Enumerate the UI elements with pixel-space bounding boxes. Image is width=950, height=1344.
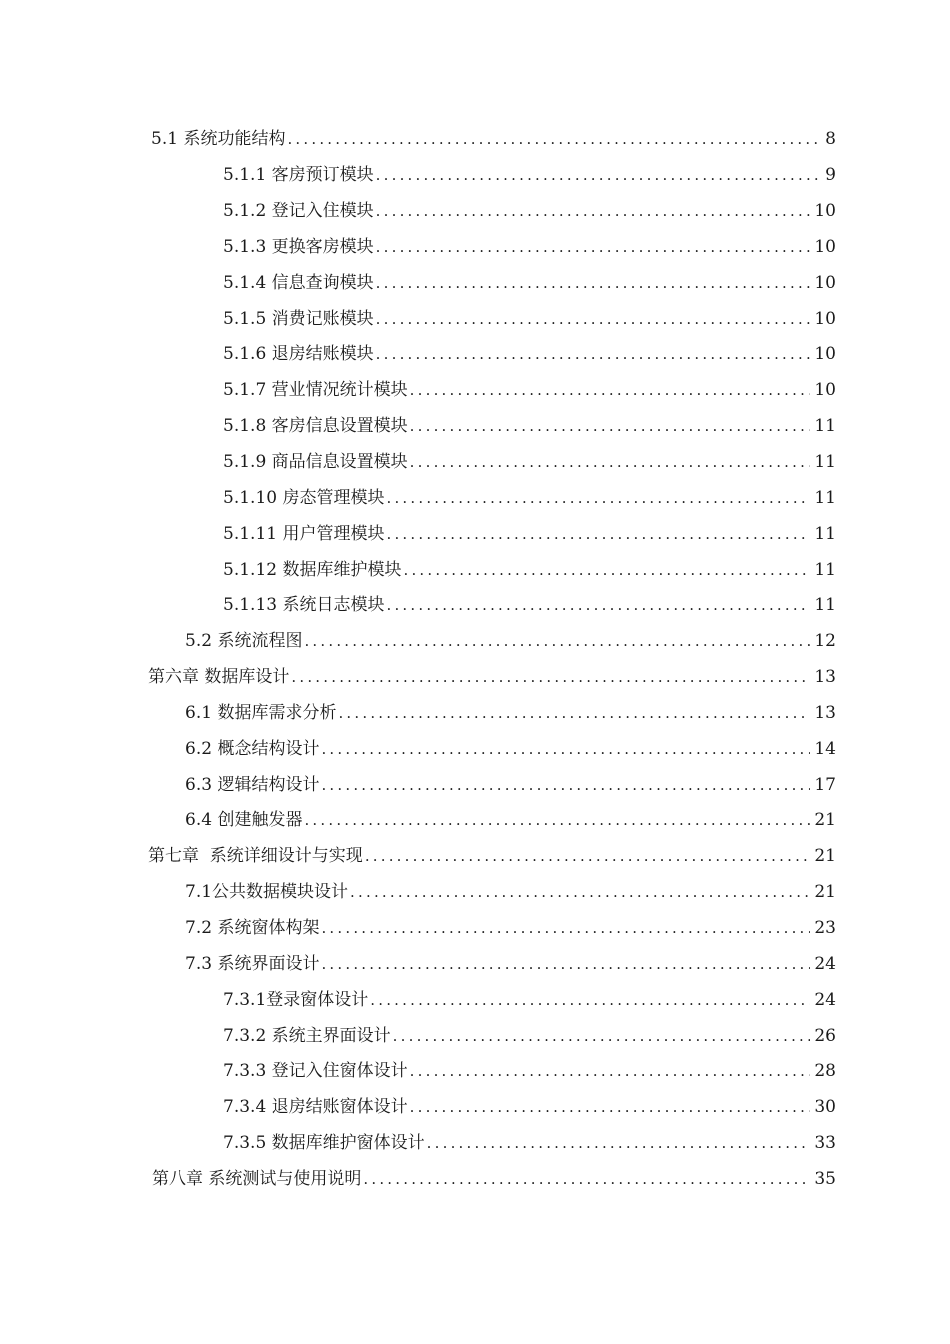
- toc-page-number: 28: [814, 1061, 836, 1082]
- toc-entry-title: 6.2 概念结构设计: [185, 738, 320, 759]
- toc-page-number: 35: [814, 1168, 836, 1189]
- toc-entry[interactable]: [185, 767, 836, 803]
- toc-entry-title: 5.1.1 客房预订模块: [223, 165, 374, 186]
- dot-leader: [410, 1064, 811, 1079]
- toc-entry[interactable]: [223, 265, 836, 301]
- toc-entry[interactable]: [223, 516, 836, 552]
- toc-page-number: 12: [814, 631, 836, 652]
- toc-page-number: 9: [825, 165, 836, 186]
- toc-entry-title: 7.3.1登录窗体设计: [223, 989, 369, 1010]
- toc-entry[interactable]: [185, 696, 836, 732]
- dot-leader: [386, 527, 810, 542]
- toc-entry-title: 6.4 创建触发器: [185, 810, 303, 831]
- toc-chapter-entry[interactable]: [152, 1161, 836, 1197]
- toc-entry[interactable]: [151, 122, 836, 158]
- toc-entry[interactable]: [223, 158, 836, 194]
- dot-leader: [427, 1136, 811, 1151]
- toc-entry-title: 7.3.3 登记入住窗体设计: [223, 1061, 408, 1082]
- toc-entry-title: 5.1.9 商品信息设置模块: [223, 452, 408, 473]
- toc-page-number: 24: [814, 953, 836, 974]
- toc-entry-title: 7.1公共数据模块设计: [185, 882, 349, 903]
- toc-page-number: 26: [814, 1025, 836, 1046]
- toc-page-number: 10: [814, 344, 836, 365]
- toc-entry[interactable]: [223, 194, 836, 230]
- toc-entry-title: 5.1.5 消费记账模块: [223, 308, 374, 329]
- toc-entry-title: 5.1.3 更换客房模块: [223, 236, 374, 257]
- table-of-contents: [0, 122, 950, 1197]
- toc-entry-title: 第六章 数据库设计: [148, 667, 290, 688]
- toc-entry-title: 7.3.4 退房结账窗体设计: [223, 1097, 408, 1118]
- dot-leader: [376, 347, 811, 362]
- dot-leader: [410, 383, 811, 398]
- toc-entry[interactable]: [223, 1054, 836, 1090]
- toc-page-number: 11: [814, 559, 836, 580]
- dot-leader: [304, 634, 810, 649]
- dot-leader: [321, 778, 810, 793]
- toc-entry-title: 5.1.13 系统日志模块: [223, 595, 385, 616]
- dot-leader: [287, 132, 821, 147]
- toc-entry[interactable]: [185, 911, 836, 947]
- toc-entry-title: 5.1.2 登记入住模块: [223, 201, 374, 222]
- toc-page-number: 10: [814, 201, 836, 222]
- dot-leader: [403, 563, 810, 578]
- toc-page-number: 10: [814, 308, 836, 329]
- dot-leader: [376, 240, 811, 255]
- dot-leader: [410, 419, 811, 434]
- toc-entry-title: 5.1.12 数据库维护模块: [223, 559, 402, 580]
- dot-leader: [376, 276, 811, 291]
- toc-entry[interactable]: [223, 1090, 836, 1126]
- dot-leader: [321, 742, 810, 757]
- toc-entry-title: 5.1.8 客房信息设置模块: [223, 416, 408, 437]
- toc-entry[interactable]: [223, 982, 836, 1018]
- dot-leader: [393, 1029, 811, 1044]
- toc-page-number: 10: [814, 236, 836, 257]
- toc-entry-title: 6.1 数据库需求分析: [185, 702, 337, 723]
- toc-chapter-entry[interactable]: [148, 660, 836, 696]
- toc-page-number: 21: [814, 810, 836, 831]
- toc-entry[interactable]: [185, 624, 836, 660]
- toc-entry-title: 5.1.10 房态管理模块: [223, 487, 385, 508]
- toc-entry[interactable]: [223, 1018, 836, 1054]
- toc-entry-title: 5.2 系统流程图: [185, 631, 303, 652]
- dot-leader: [376, 204, 811, 219]
- dot-leader: [304, 813, 810, 828]
- toc-entry-title: 5.1 系统功能结构: [151, 129, 286, 150]
- dot-leader: [386, 491, 810, 506]
- toc-page-number: 21: [814, 846, 836, 867]
- toc-entry[interactable]: [185, 803, 836, 839]
- toc-page-number: 21: [814, 882, 836, 903]
- toc-entry[interactable]: [223, 337, 836, 373]
- dot-leader: [365, 849, 811, 864]
- dot-leader: [376, 168, 822, 183]
- toc-entry-title: 6.3 逻辑结构设计: [185, 774, 320, 795]
- toc-entry[interactable]: [185, 946, 836, 982]
- toc-page-number: 11: [814, 487, 836, 508]
- toc-entry[interactable]: [223, 409, 836, 445]
- dot-leader: [370, 993, 810, 1008]
- toc-entry[interactable]: [223, 552, 836, 588]
- toc-entry-title: 5.1.6 退房结账模块: [223, 344, 374, 365]
- toc-entry[interactable]: [223, 445, 836, 481]
- toc-entry[interactable]: [223, 1126, 836, 1162]
- toc-page-number: 33: [814, 1133, 836, 1154]
- toc-entry-title: 7.3 系统界面设计: [185, 953, 320, 974]
- toc-entry-title: 5.1.7 营业情况统计模块: [223, 380, 408, 401]
- toc-page-number: 23: [814, 917, 836, 938]
- toc-page-number: 24: [814, 989, 836, 1010]
- toc-entry[interactable]: [223, 373, 836, 409]
- toc-entry-title: 5.1.4 信息查询模块: [223, 272, 374, 293]
- toc-page-number: 10: [814, 272, 836, 293]
- toc-page-number: 14: [814, 738, 836, 759]
- toc-entry-title: 7.2 系统窗体构架: [185, 917, 320, 938]
- toc-page-number: 8: [825, 129, 836, 150]
- dot-leader: [386, 598, 810, 613]
- toc-page-number: 11: [814, 452, 836, 473]
- dot-leader: [338, 706, 810, 721]
- dot-leader: [291, 670, 810, 685]
- toc-chapter-entry[interactable]: [148, 839, 836, 875]
- toc-page-number: 11: [814, 416, 836, 437]
- toc-entry[interactable]: [223, 230, 836, 266]
- toc-entry[interactable]: [223, 588, 836, 624]
- toc-entry-title: 第七章 系统详细设计与实现: [148, 846, 363, 867]
- toc-page-number: 17: [814, 774, 836, 795]
- dot-leader: [363, 1172, 810, 1187]
- toc-entry-title: 5.1.11 用户管理模块: [223, 523, 385, 544]
- dot-leader: [350, 885, 810, 900]
- dot-leader: [376, 312, 811, 327]
- dot-leader: [321, 921, 810, 936]
- toc-page-number: 13: [814, 667, 836, 688]
- toc-entry[interactable]: [223, 480, 836, 516]
- toc-entry[interactable]: [223, 301, 836, 337]
- dot-leader: [410, 455, 811, 470]
- toc-page-number: 11: [814, 523, 836, 544]
- toc-page-number: 13: [814, 702, 836, 723]
- toc-entry-title: 7.3.2 系统主界面设计: [223, 1025, 391, 1046]
- toc-entry-title: 第八章 系统测试与使用说明: [152, 1168, 362, 1189]
- toc-entry[interactable]: [185, 875, 836, 911]
- dot-leader: [410, 1100, 811, 1115]
- toc-page-number: 30: [814, 1097, 836, 1118]
- toc-page-number: 11: [814, 595, 836, 616]
- toc-entry-title: 7.3.5 数据库维护窗体设计: [223, 1133, 425, 1154]
- dot-leader: [321, 957, 810, 972]
- toc-entry[interactable]: [185, 731, 836, 767]
- toc-page-number: 10: [814, 380, 836, 401]
